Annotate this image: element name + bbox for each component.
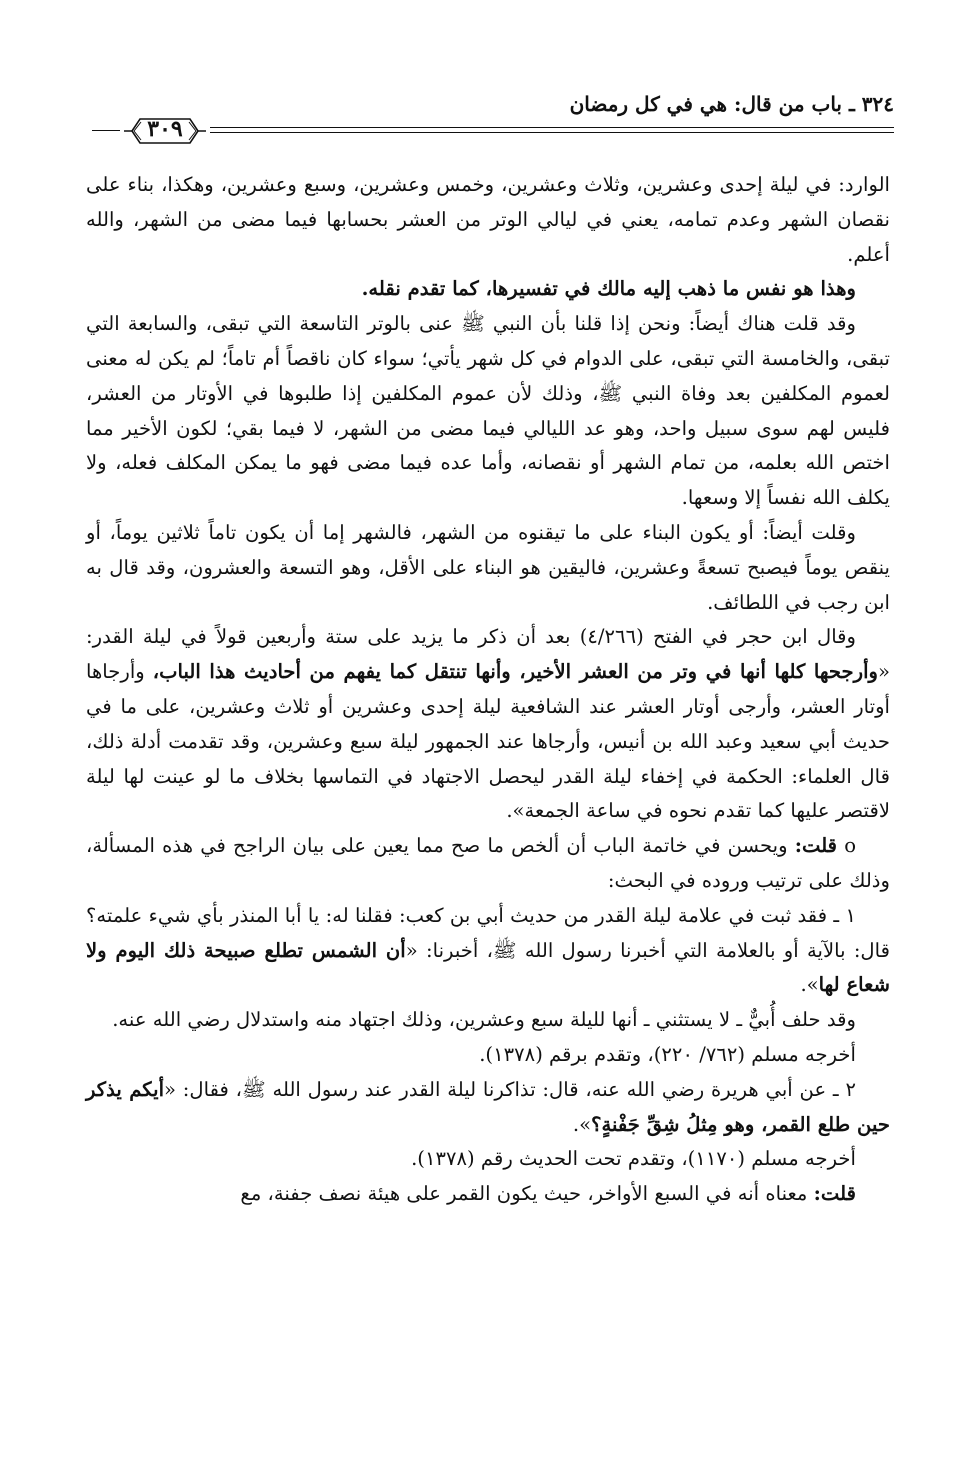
bold-text: أيكم يذكر حين طلع القمر، وهو مِثلُ شِقِّ جَفْنةٍ؟ xyxy=(86,1077,890,1136)
paragraph xyxy=(86,899,890,1003)
text-run: ». xyxy=(800,973,819,997)
page-number: ٣٠٩ xyxy=(147,116,183,142)
bold-text: أن الشمس تطلع صبيحة ذلك اليوم ولا شعاع لها xyxy=(86,938,890,997)
header-rule-top xyxy=(210,127,894,128)
text-run: ». xyxy=(572,1112,592,1136)
bold-text: قلت: xyxy=(794,834,838,858)
text-run: أخرجه مسلم (١١٧٠)، وتقدم تحت الحديث رقم (١٣٧٨). xyxy=(411,1147,856,1171)
text-run: أخرجه مسلم (٧٦٢/ ٢٢٠)، وتقدم برقم (١٣٧٨). xyxy=(479,1042,856,1066)
text-run: ٢ ـ عن أبي هريرة رضي الله عنه، قال: تذاكرنا ليلة القدر عند رسول الله ﷺ، فقال: « xyxy=(164,1077,856,1101)
body-text xyxy=(86,168,890,1212)
paragraph xyxy=(86,307,890,516)
text-run: وقلت أيضاً: أو يكون البناء على ما تيقنوه من الشهر، فالشهر إما أن يكون تاماً ثلاثين يوماً، أو ينقص يوماً فيصبح تسعةً وعشرين، فاليقين هو البناء على الأقل، وهو التسعة والعشرون، وقد قال به ابن رجب في اللطائف. xyxy=(86,520,890,614)
bold-text: وأرجحها كلها أنها في وتر من العشر الأخير، وأنها تنتقل كما يفهم من أحاديث هذا الباب، xyxy=(152,660,879,684)
paragraph xyxy=(86,168,890,272)
page-number-badge xyxy=(122,114,208,148)
paragraph xyxy=(86,829,890,899)
text-run: معناه أنه في السبع الأواخر، حيث يكون القمر على هيئة نصف جفنة، مع xyxy=(240,1182,814,1206)
text-run: وأرجاها أوتار العشر، وأرجى أوتار العشر عند الشافعية ليلة إحدى وعشرين أو ثلاث وعشرين، على ما في حديث أبي سعيد وعبد الله بن أنيس، وأرجاها عند الجمهور ليلة سبع وعشرين، وقد تقدمت أدلة ذلك، قال العلماء: الحكمة في إخفاء ليلة القدر ليحصل الاجتهاد في التماسها بخلاف ما لو عينت لها ليلة لاقتصر عليها كما تقدم نحوه في ساعة الجمعة». xyxy=(86,660,890,823)
text-run: o xyxy=(837,834,857,858)
chapter-title: ٣٢٤ ـ باب من قال: هي في كل رمضان xyxy=(569,92,894,116)
bold-text: قلت: xyxy=(813,1182,856,1206)
text-run: ١ ـ فقد ثبت في علامة ليلة القدر من حديث أبي بن كعب: فقلنا له: يا أبا المنذر بأي شيء علمته؟ قال: بالآية أو بالعلامة التي أخبرنا رسول الله ﷺ، أخبرنا: « xyxy=(86,903,890,962)
paragraph xyxy=(86,1003,890,1038)
page-header xyxy=(92,92,894,142)
paragraph xyxy=(86,272,890,307)
bold-text: وهذا هو نفس ما ذهب إليه مالك في تفسيرها، كما تقدم نقله. xyxy=(361,277,856,301)
header-rule-bottom xyxy=(210,132,894,133)
text-run: وقد حلف أُبيٌّ ـ لا يستثني ـ أنها لليلة سبع وعشرين، وذلك اجتهاد منه واستدلال رضي الله عنه. xyxy=(112,1008,856,1032)
text-run: الوارد: في ليلة إحدى وعشرين، وثلاث وعشرين، وخمس وعشرين، وسبع وعشرين، وهكذا، بناء على نقصان الشهر وعدم تمامه، يعني في ليالي الوتر من العشر بحسابها فيما مضى من الشهر، والله أعلم. xyxy=(86,173,890,266)
paragraph xyxy=(86,516,890,620)
text-run: وقد قلت هناك أيضاً: ونحن إذا قلنا بأن النبي ﷺ عنى بالوتر التاسعة التي تبقى، والسابعة التي تبقى، والخامسة التي تبقى، على الدوام في كل شهر يأتي؛ سواء كان ناقصاً أم تاماً؛ لم يكن له معنى لعموم المكلفين بعد وفاة النبي ﷺ، وذلك لأن عموم المكلفين إذا طلبوها في الأوتار من العشر، فليس لهم سوى سبيل واحد، وهو عد الليالي فيما مضى من الشهر، لا فيما بقي؛ لكون الأخير مما اختص الله بعلمه، من تمام الشهر أو نقصانه، وأما عده فيما مضى فهو ما يمكن المكلف فعله، ولا يكلف الله نفساً إلا وسعها. xyxy=(86,312,890,510)
paragraph xyxy=(86,620,890,829)
paragraph xyxy=(86,1038,890,1073)
paragraph xyxy=(86,1073,890,1143)
text-run: وقال ابن حجر في الفتح (٤/٢٦٦) بعد أن ذكر ما يزيد على ستة وأربعين قولاً في ليلة القدر: « xyxy=(86,625,891,684)
paragraph xyxy=(86,1177,890,1212)
text-run: ويحسن في خاتمة الباب أن ألخص ما صح مما يعين على بيان الراجح في هذه المسألة، وذلك على ترتيب وروده في البحث: xyxy=(86,834,890,892)
paragraph xyxy=(86,1142,890,1177)
header-dash xyxy=(92,130,120,131)
